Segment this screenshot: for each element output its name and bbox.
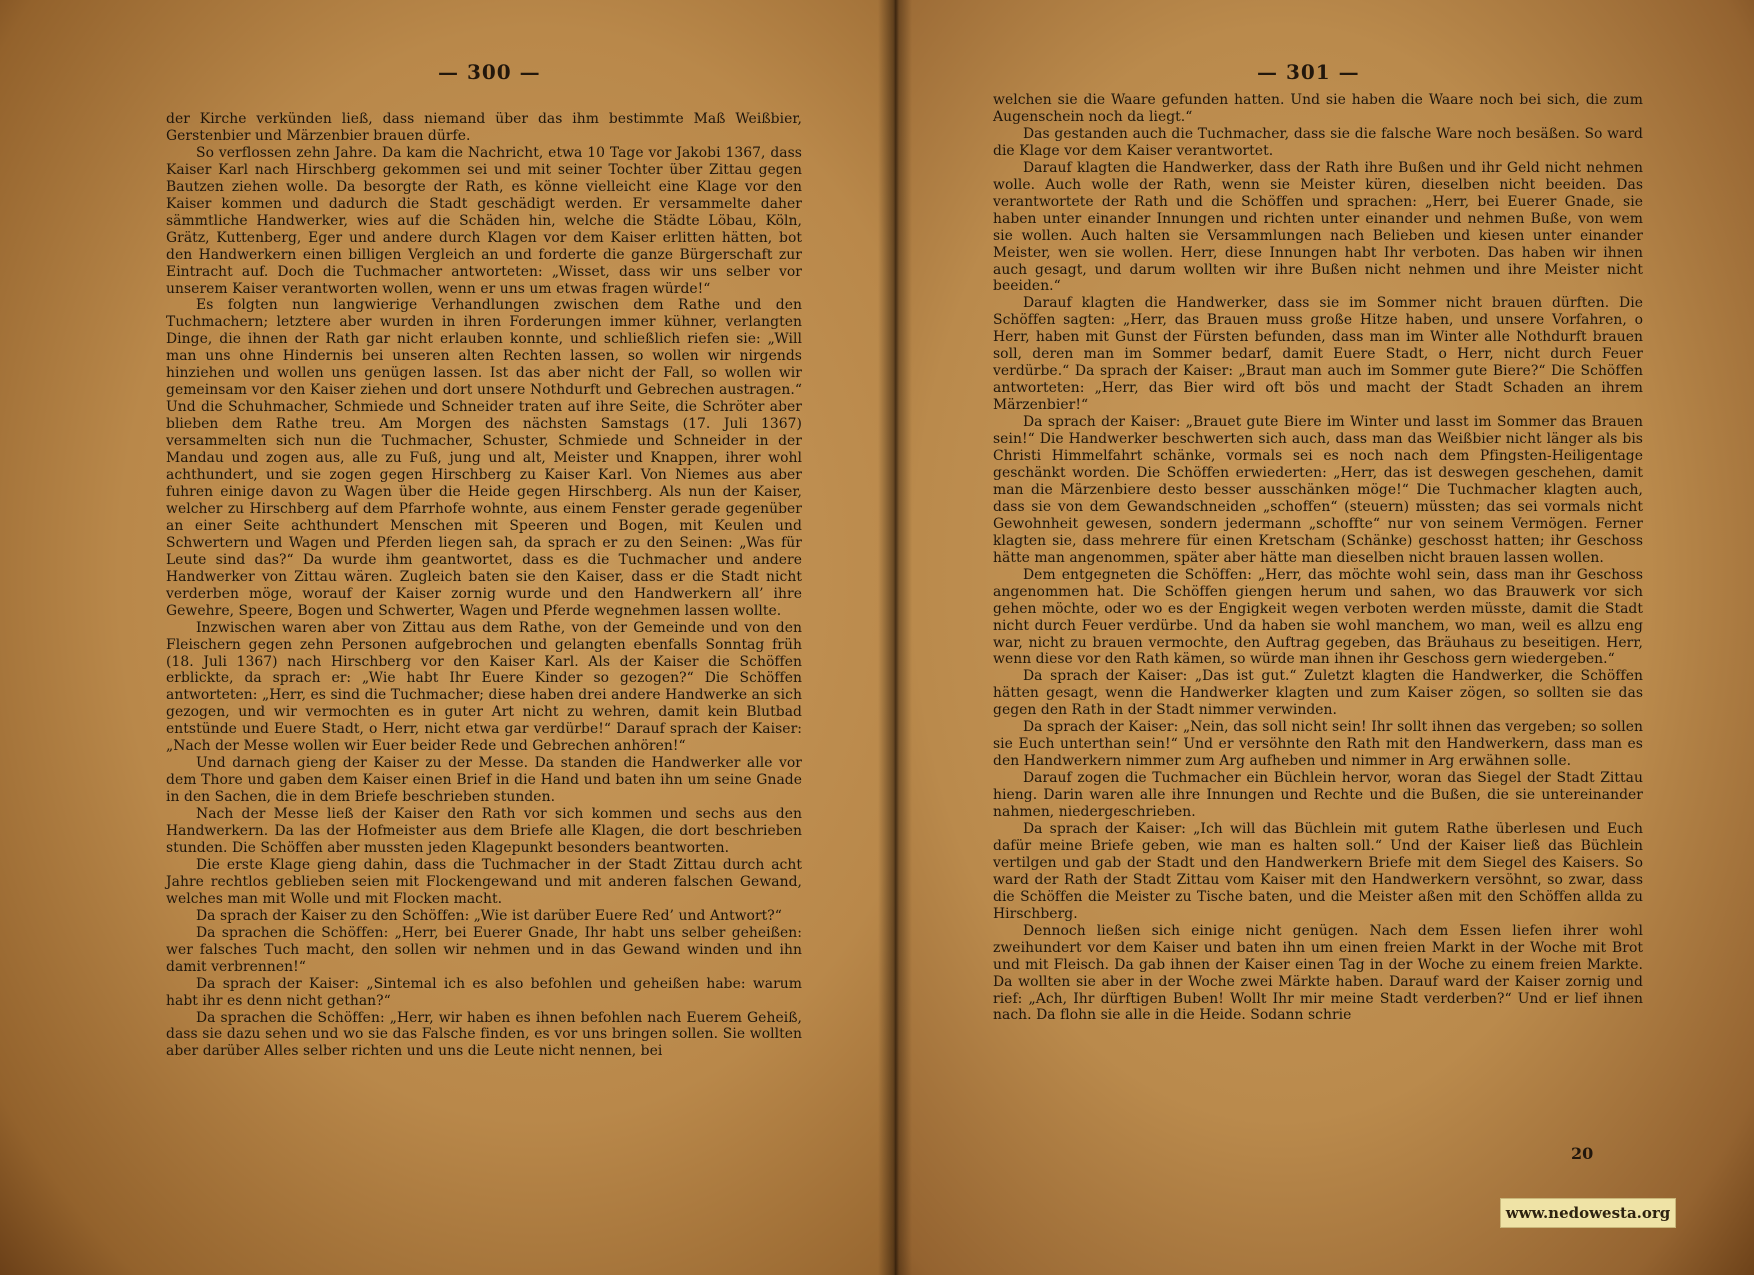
book-gutter xyxy=(878,0,912,1275)
right-paragraph: Dem entgegneten die Schöffen: „Herr, das möchte wohl sein, dass man ihr Geschoss angenommen hat. Die Schöffen giengen herum und sahen, wo das Brauwerk vor sich gehen möchte, oder wo es der Engigkeit wegen verboten werden müsste, damit die Stadt nicht durch Feuer verdürbe. Und da haben sie wohl manchem, wo man, weil es allzu eng war, nicht zu brauen vermochte, den Auftrag gegeben, das Bräuhaus zu beseitigen. Herr, wenn diese vor den Rath kämen, so würde man ihnen ihr Geschoss gern wiedergeben.“ xyxy=(993,566,1643,668)
left-paragraph: der Kirche verkünden ließ, dass niemand über das ihm bestimmte Maß Weißbier, Gerstenbier und Märzenbier brauen dürfe. xyxy=(166,111,802,144)
right-paragraph: Da sprach der Kaiser: „Das ist gut.“ Zuletzt klagten die Handwerker, die Schöffen hätten gesagt, wenn die Handwerker klagten und zum Kaiser zögen, so sollten sie das gegen den Rath in der Stadt nimmer verwinden. xyxy=(993,668,1643,719)
left-paragraph: So verflossen zehn Jahre. Da kam die Nachricht, etwa 10 Tage vor Jakobi 1367, dass Kaiser Karl nach Hirschberg gekommen sei und mit seiner Tochter über Zittau gegen Bautzen ziehen wolle. Da besorgte der Rath, es könne vielleicht eine Klage vor den Kaiser kommen und dadurch die Stadt geschädigt werden. Er versammelte daher sämmtliche Handwerker, wies auf die Schäden hin, welche die Städte Löbau, Köln, Grätz, Kuttenberg, Eger und andere durch Klagen vor dem Kaiser erlitten hätten, bot den Handwerkern einen billigen Vergleich an und forderte die ganze Bürgerschaft zur Eintracht auf. Doch die Tuchmacher antworteten: „Wisset, dass wir uns selber vor unserem Kaiser verantworten wollen, wenn er uns um etwas fragen würde!“ xyxy=(166,144,802,297)
left-paragraph: Inzwischen waren aber von Zittau aus dem Rathe, von der Gemeinde und von den Fleischern gegen zehn Personen aufgebrochen und gelangten ebenfalls Sonntag früh (18. Juli 1367) nach Hirschberg vor den Kaiser Karl. Als der Kaiser die Schöffen erblickte, da sprach er: „Wie habt Ihr Euere Kinder so gezogen?“ Die Schöffen antworteten: „Herr, es sind die Tuchmacher; diese haben drei andere Handwerke an sich gezogen, und wir vermochten es in guter Art nicht zu wehren, damit kein Blutbad entstünde und Euere Stadt, o Herr, nicht etwa gar verdürbe!“ Darauf sprach der Kaiser: „Nach der Messe wollen wir Euer beider Rede und Gebrechen anhören!“ xyxy=(166,619,802,755)
left-paragraph: Da sprachen die Schöffen: „Herr, bei Euerer Gnade, Ihr habt uns selber geheißen: wer falsches Tuch macht, den sollen wir nehmen und in das Gewand winden und ihn damit verbrennen!“ xyxy=(166,924,802,975)
left-paragraph: Da sprachen die Schöffen: „Herr, wir haben es ihnen befohlen nach Euerem Geheiß, dass sie dazu sehen und wo sie das Falsche finden, es vor uns bringen sollen. Sie wollten aber darüber Alles selber richten und uns die Leute nicht nennen, bei xyxy=(166,1009,802,1060)
right-paragraph: Darauf klagten die Handwerker, dass sie im Sommer nicht brauen dürften. Die Schöffen sagten: „Herr, das Brauen muss große Hitze haben, und unsere Vorfahren, o Herr, haben mit Gunst der Fürsten befunden, dass man im Winter alle Nothdurft brauen soll, deren man im Sommer bedarf, damit Euere Stadt, o Herr, nicht durch Feuer verdürbe.“ Da sprach der Kaiser: „Braut man auch im Sommer gute Biere?“ Die Schöffen antworteten: „Herr, das Bier wird oft bös und macht der Stadt Schaden an ihrem Märzenbier!“ xyxy=(993,295,1643,414)
page-number-left: — 300 — xyxy=(438,60,541,84)
right-paragraph: Dennoch ließen sich einige nicht genügen. Nach dem Essen liefen ihrer wohl zweihundert vor dem Kaiser und baten ihn um einen freien Markt in der Woche mit Brot und mit Fleisch. Da gab ihnen der Kaiser einen Tag in der Woche zu einem freien Markte. Da wollten sie aber in der Woche zwei Märkte haben. Darauf ward der Kaiser zornig und rief: „Ach, Ihr dürftigen Buben! Wollt Ihr mir meine Stadt verderben?“ Und er lief ihnen nach. Da flohn sie alle in die Heide. Sodann schrie xyxy=(993,922,1643,1024)
page-number-right: — 301 — xyxy=(1257,60,1360,84)
left-paragraph: Es folgten nun langwierige Verhandlungen zwischen dem Rathe und den Tuchmachern; letztere aber wurden in ihren Forderungen immer kühner, verlangten Dinge, die ihnen der Rath gar nicht erlauben konnte, und schließlich riefen sie: „Will man uns ohne Hindernis bei unseren alten Rechten lassen, so wollen wir nirgends hinziehen und wollen uns genügen lassen. Ist das aber nicht der Fall, so wollen wir gemeinsam vor den Kaiser ziehen und dort unsere Nothdurft und Gebrechen austragen.“ Und die Schuhmacher, Schmiede und Schneider traten auf ihre Seite, die Schröter aber blieben dem Rathe treu. Am Morgen des nächsten Samstags (17. Juli 1367) versammelten sich nun die Tuchmacher, Schuster, Schmiede und Schneider in der Mandau und zogen aus, alle zu Fuß, jung und alt, Meister und Knappen, ihrer wohl achthundert, und sie zogen gegen Hirschberg zu Kaiser Karl. Von Niemes aus aber fuhren einige davon zu Wagen über die Heide gegen Hirschberg. Als nun der Kaiser, welcher zu Hirschberg auf dem Pfarrhofe wohnte, aus einem Fenster gerade gegenüber an einer Seite achthundert Menschen mit Speeren und Bogen, mit Keulen und Schwertern und Wagen und Pferden liegen sah, da sprach er zu den Seinen: „Was für Leute sind das?“ Da wurde ihm geantwortet, dass es die Tuchmacher und andere Handwerker von Zittau wären. Zugleich baten sie den Kaiser, dass er die Stadt nicht verderben möge, worauf der Kaiser zornig wurde und den Handwerkern all’ ihre Gewehre, Speere, Bogen und Schwerter, Wagen und Pferde wegnehmen lassen wollte. xyxy=(166,297,802,619)
left-paragraph: Nach der Messe ließ der Kaiser den Rath vor sich kommen und sechs aus den Handwerkern. Da las der Hofmeister aus dem Briefe alle Klagen, die dort beschrieben stunden. Die Schöffen aber mussten jeden Klagepunkt besonders beantworten. xyxy=(166,806,802,856)
right-paragraph: Das gestanden auch die Tuchmacher, dass sie die falsche Ware noch besäßen. So ward die Klage vor dem Kaiser verantwortet. xyxy=(993,125,1643,159)
left-paragraph: Da sprach der Kaiser zu den Schöffen: „Wie ist darüber Euere Red’ und Antwort?“ xyxy=(196,907,782,924)
left-paragraph: Und darnach gieng der Kaiser zu der Messe. Da standen die Handwerker alle vor dem Thore und gaben dem Kaiser einen Brief in die Hand und baten ihn um seine Gnade in den Sachen, die in dem Briefe beschrieben stunden. xyxy=(166,755,802,806)
left-paragraph: Da sprach der Kaiser: „Sintemal ich es also befohlen und geheißen habe: warum habt ihr es denn nicht gethan?“ xyxy=(166,975,802,1009)
right-page-text xyxy=(993,92,1643,1024)
right-paragraph: welchen sie die Waare gefunden hatten. Und sie haben die Waare noch bei sich, die zum Augenschein noch da liegt.“ xyxy=(993,92,1643,125)
right-page xyxy=(895,0,1754,1275)
right-paragraph: Da sprach der Kaiser: „Nein, das soll nicht sein! Ihr sollt ihnen das vergeben; so sollen sie Euch unterthan sein!“ Und er versöhnte den Rath mit den Handwerkern, dass man es den Handwerkern nimmer zum Arg aufheben und nimmer in Arg erwähnen solle. xyxy=(993,719,1643,770)
left-page-text xyxy=(166,111,802,1060)
right-paragraph: Darauf zogen die Tuchmacher ein Büchlein hervor, woran das Siegel der Stadt Zittau hieng. Darin waren alle ihre Innungen und Rechte und die Bußen, die sie untereinander nahmen, niedergeschrieben. xyxy=(993,770,1643,821)
right-paragraph: Da sprach der Kaiser: „Ich will das Büchlein mit gutem Rathe überlesen und Euch dafür meine Briefe geben, wie man es halten soll.“ Und der Kaiser ließ das Büchlein vertilgen und gab der Stadt und den Handwerkern Briefe mit dem Siegel des Kaisers. So ward der Rath der Stadt Zittau vom Kaiser mit den Handwerkern versöhnt, so zwar, dass die Schöffen die Meister zu Tische baten, und die Meister aßen mit den Schöffen allda zu Hirschberg. xyxy=(993,820,1643,922)
left-paragraph: Die erste Klage gieng dahin, dass die Tuchmacher in der Stadt Zittau durch acht Jahre rechtlos geblieben seien mit Flockengewand und mit anderen falschen Gewand, welches man mit Wolle und mit Flocken macht. xyxy=(166,856,802,907)
signature-mark: 20 xyxy=(1571,1144,1594,1163)
right-paragraph: Darauf klagten die Handwerker, dass der Rath ihre Bußen und ihr Geld nicht nehmen wolle. Auch wolle der Rath, wenn sie Meister küren, dieselben nicht beeiden. Das verantwortete der Rath und die Schöffen und sprachen: „Herr, bei Euerer Gnade, sie haben unter einander Innungen und richten unter einander und nehmen Buße, von wem sie wollen. Auch halten sie Versammlungen nach Belieben und kiesen unter einander Meister, wen sie wollen. Herr, diese Innungen habt Ihr verboten. Das haben wir ihnen auch gesagt, und darum wollten wir ihre Bußen nicht nehmen und ihre Meister nicht beeiden.“ xyxy=(993,159,1643,295)
right-paragraph: Da sprach der Kaiser: „Brauet gute Biere im Winter und lasst im Sommer das Brauen sein!“ Die Handwerker beschwerten sich auch, dass man das Weißbier nicht länger als bis Christi Himmelfahrt schänke, vormals sei es noch nach dem Pfingsten-Heiligentage geschänkt worden. Die Schöffen erwiederten: „Herr, das ist deswegen geschehen, damit man die Märzenbiere desto besser ausschänken möge!“ Die Tuchmacher klagten auch, dass sie von dem Gewandschneiden „schoffen“ (steuern) müssten; das sei vormals nicht Gewohnheit gewesen, sondern jedermann „schoffte“ nur von seinem Vermögen. Ferner klagten sie, dass mehrere für einen Kretscham (Schänke) geschosst hatten; ihr Geschoss hätte man angenommen, später aber hätte man dieselben nicht brauen lassen wollen. xyxy=(993,414,1643,566)
watermark-link[interactable]: www.nedowesta.org xyxy=(1500,1198,1676,1228)
